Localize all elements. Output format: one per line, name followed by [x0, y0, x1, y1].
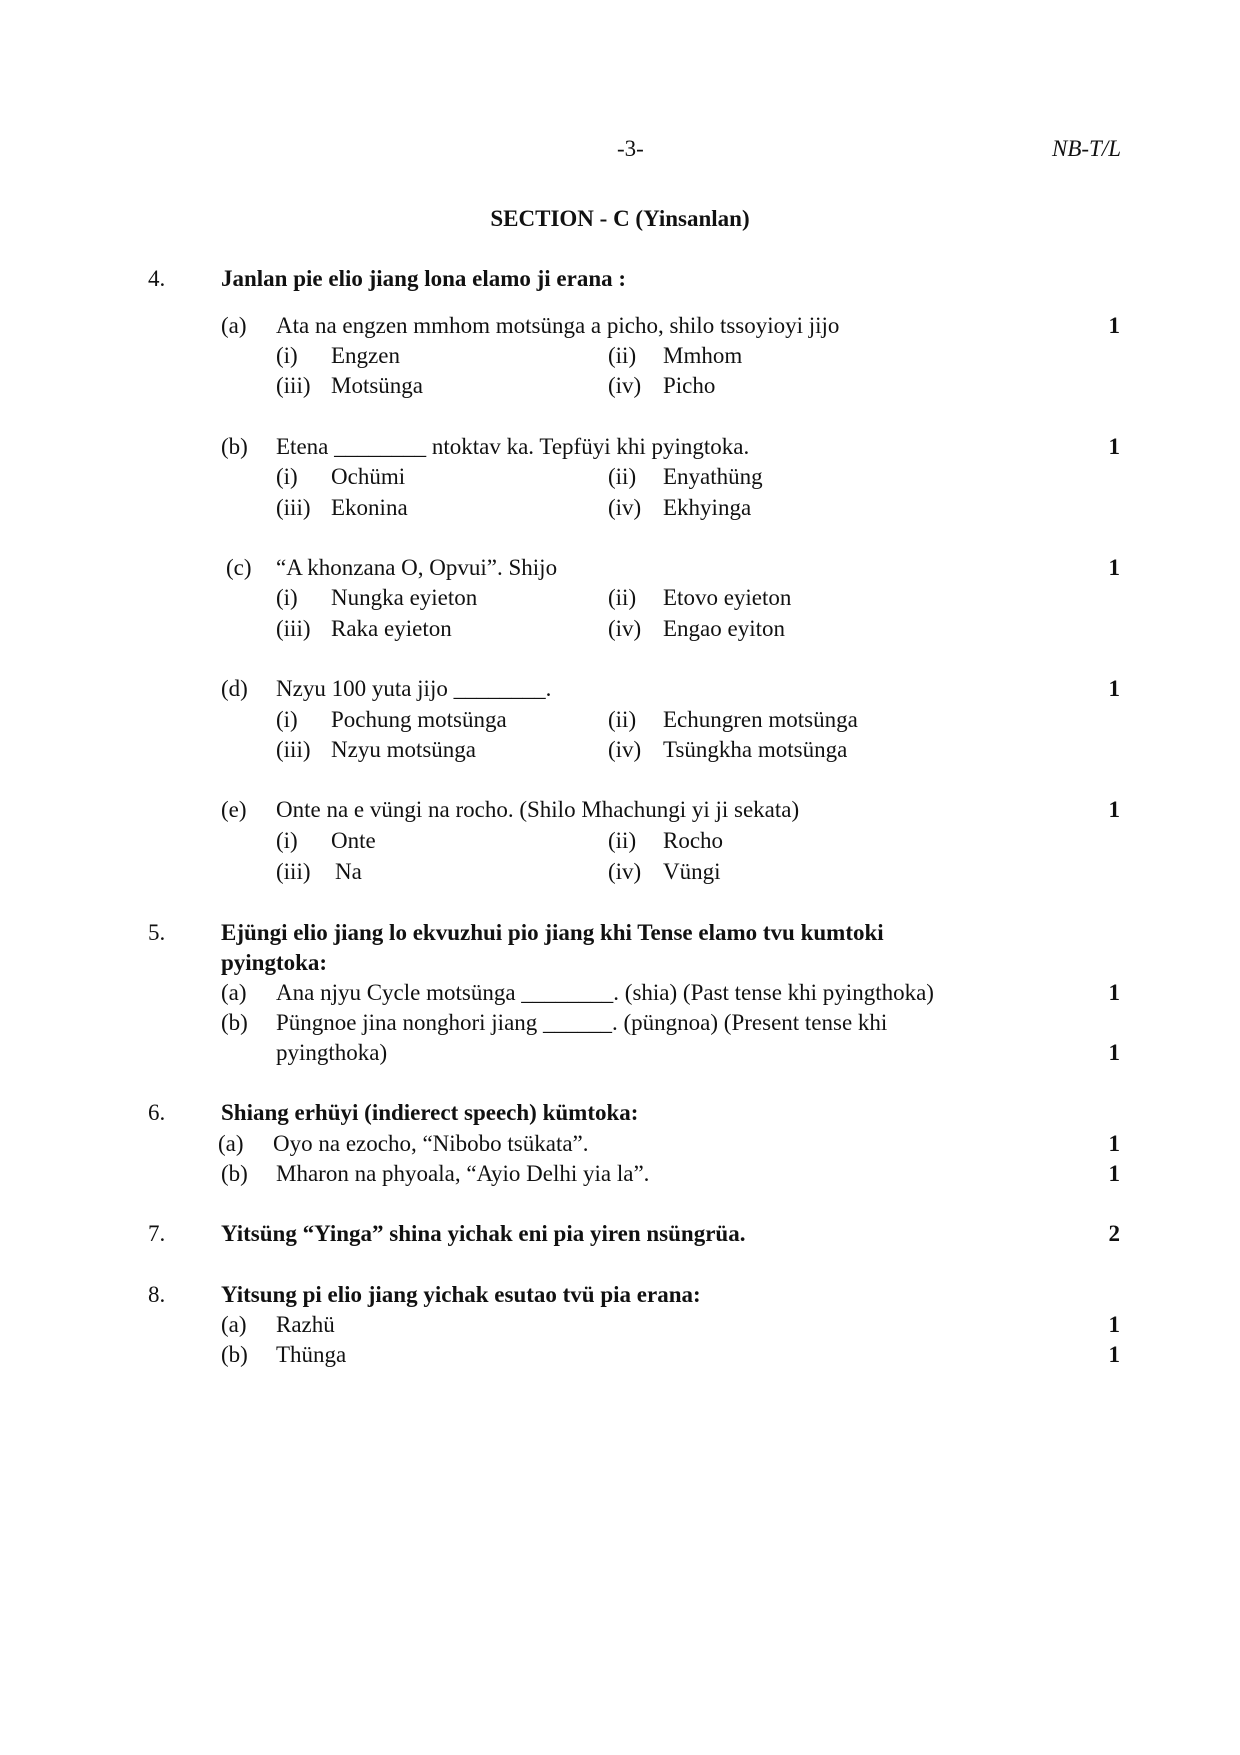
- marks: 2: [1108, 1221, 1120, 1246]
- option-text: Mmhom: [663, 343, 743, 368]
- part-text: Nzyu 100 yuta jijo ________.: [276, 676, 552, 701]
- page-number: -3-: [617, 136, 644, 161]
- part-label: (b): [221, 1161, 248, 1186]
- option-label: (ii): [608, 707, 637, 732]
- part-text: Oyo na ezocho, “Nibobo tsükata”.: [273, 1131, 589, 1156]
- marks: 1: [1108, 313, 1120, 338]
- option-label: (iii): [276, 616, 311, 641]
- part-text: Etena ________ ntoktav ka. Tepfüyi khi pyingtoka.: [276, 434, 750, 459]
- option-label: (iii): [276, 495, 311, 520]
- option-text: Nungka eyieton: [331, 585, 478, 610]
- option-label: (iv): [608, 495, 642, 520]
- option-text: Nzyu motsünga: [331, 737, 477, 762]
- option-label: (i): [276, 585, 298, 610]
- part-label: (a): [218, 1131, 244, 1156]
- part-label: (b): [221, 1342, 248, 1367]
- question-text: Yitsung pi elio jiang yichak esutao tvü pia erana:: [221, 1282, 701, 1307]
- part-text: Mharon na phyoala, “Ayio Delhi yia la”.: [276, 1161, 650, 1186]
- marks: 1: [1108, 980, 1120, 1005]
- marks: 1: [1108, 434, 1120, 459]
- option-label: (ii): [608, 585, 637, 610]
- marks: 1: [1108, 676, 1120, 701]
- marks: 1: [1108, 1342, 1120, 1367]
- part-label: (b): [221, 1010, 248, 1035]
- option-text: Motsünga: [331, 373, 423, 398]
- option-label: (ii): [608, 828, 637, 853]
- part-text: Onte na e vüngi na rocho. (Shilo Mhachungi yi ji sekata): [276, 797, 800, 822]
- paper-code: NB-T/L: [1052, 136, 1122, 161]
- part-label: (e): [221, 797, 247, 822]
- option-text: Raka eyieton: [331, 616, 452, 641]
- question-text-line-1: Ejüngi elio jiang lo ekvuzhui pio jiang khi Tense elamo tvu kumtoki: [221, 920, 884, 945]
- part-text: Ana njyu Cycle motsünga ________. (shia) (Past tense khi pyingthoka): [276, 980, 934, 1005]
- option-label: (iv): [608, 373, 642, 398]
- question-text: Shiang erhüyi (indierect speech) kümtoka:: [221, 1100, 639, 1125]
- option-label: (i): [276, 343, 298, 368]
- part-text-line-1: Püngnoe jina nonghori jiang ______. (püngnoa) (Present tense khi: [276, 1010, 888, 1035]
- marks: 1: [1108, 555, 1120, 580]
- part-label: (a): [221, 980, 247, 1005]
- option-text: Picho: [663, 373, 716, 398]
- option-text: Engzen: [331, 343, 400, 368]
- option-label: (i): [276, 464, 298, 489]
- option-text: Ekonina: [331, 495, 408, 520]
- option-text: Rocho: [663, 828, 724, 853]
- question-number: 7.: [148, 1221, 166, 1246]
- option-text: Ochümi: [331, 464, 406, 489]
- option-text: Etovo eyieton: [663, 585, 792, 610]
- marks: 1: [1108, 1040, 1120, 1065]
- option-label: (iii): [276, 373, 311, 398]
- question-number: 4.: [148, 266, 166, 291]
- option-label: (iv): [608, 616, 642, 641]
- option-text: Ekhyinga: [663, 495, 752, 520]
- option-text: Engao eyiton: [663, 616, 785, 641]
- option-text: Pochung motsünga: [331, 707, 507, 732]
- part-text: Thünga: [276, 1342, 347, 1367]
- marks: 1: [1108, 1161, 1120, 1186]
- option-label: (iv): [608, 859, 642, 884]
- marks: 1: [1108, 1131, 1120, 1156]
- option-label: (iii): [276, 859, 311, 884]
- option-text: Tsüngkha motsünga: [663, 737, 848, 762]
- part-text-line-2: pyingthoka): [276, 1040, 388, 1065]
- option-label: (ii): [608, 343, 637, 368]
- option-text: Vüngi: [663, 859, 721, 884]
- part-text: Razhü: [276, 1312, 335, 1337]
- option-label: (iv): [608, 737, 642, 762]
- question-text-line-2: pyingtoka:: [221, 950, 328, 975]
- part-label: (c): [226, 555, 252, 580]
- option-text: Onte: [331, 828, 376, 853]
- question-number: 5.: [148, 920, 166, 945]
- part-label: (a): [221, 1312, 247, 1337]
- option-label: (i): [276, 828, 298, 853]
- part-label: (a): [221, 313, 247, 338]
- part-label: (b): [221, 434, 248, 459]
- marks: 1: [1108, 1312, 1120, 1337]
- option-text: Echungren motsünga: [663, 707, 858, 732]
- question-text: Yitsüng “Yinga” shina yichak eni pia yiren nsüngrüa.: [221, 1221, 746, 1246]
- option-text: Enyathüng: [663, 464, 763, 489]
- option-label: (ii): [608, 464, 637, 489]
- question-number: 6.: [148, 1100, 166, 1125]
- question-text: Janlan pie elio jiang lona elamo ji erana :: [221, 266, 627, 291]
- question-number: 8.: [148, 1282, 166, 1307]
- part-label: (d): [221, 676, 248, 701]
- marks: 1: [1108, 797, 1120, 822]
- part-text: Ata na engzen mmhom motsünga a picho, shilo tssoyioyi jijo: [276, 313, 840, 338]
- option-label: (iii): [276, 737, 311, 762]
- option-text: Na: [335, 859, 362, 884]
- section-title: SECTION - C (Yinsanlan): [490, 206, 750, 231]
- option-label: (i): [276, 707, 298, 732]
- part-text: “A khonzana O, Opvui”. Shijo: [276, 555, 558, 580]
